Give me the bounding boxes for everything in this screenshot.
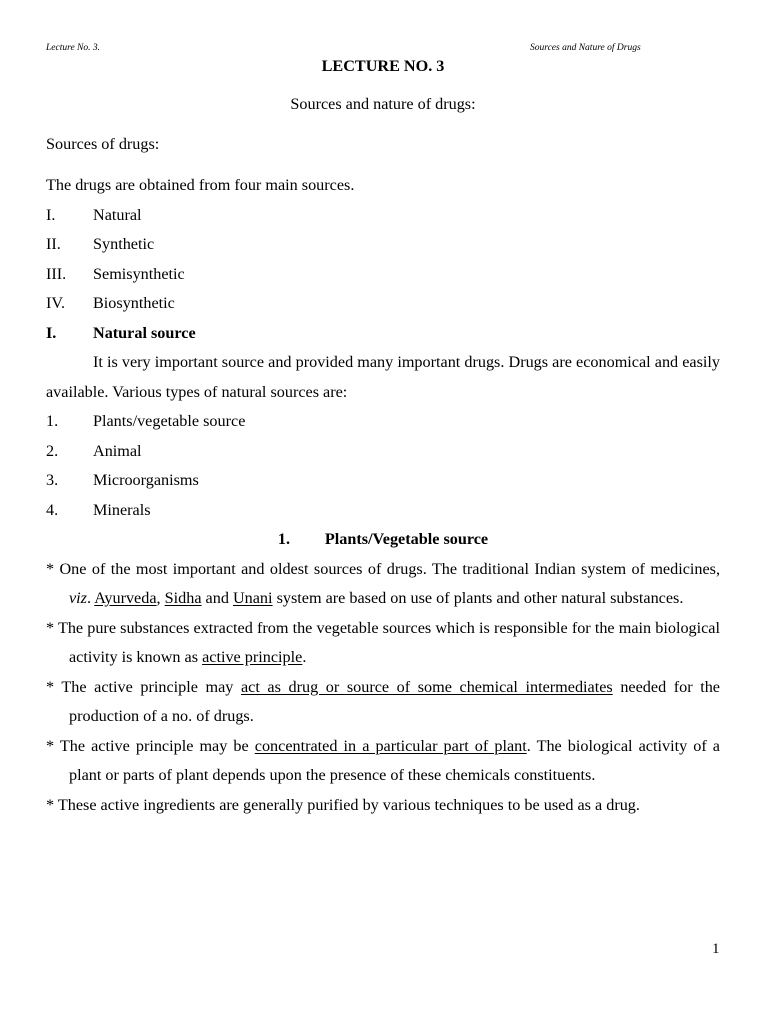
list-number: IV. [46,294,66,312]
section-title: Natural source [93,323,196,342]
bullet-point-3: * The active principle may act as drug or source of some chemical intermediates needed for the production of a no. of drugs. [46,677,720,725]
lecture-subtitle: Sources and nature of drugs: [290,95,476,113]
list-label: Minerals [93,500,151,519]
list-item [46,289,720,319]
list-item [46,201,720,231]
list-item [46,466,720,496]
intro-text: The drugs are obtained from four main sources. [46,176,355,194]
lecture-title: LECTURE NO. 3 [321,57,445,75]
list-label: Synthetic [93,235,155,253]
list-item [46,437,720,467]
running-header-left: Lecture No. 3. [46,43,101,53]
main-sources-list [46,201,720,319]
natural-source-heading [46,319,720,349]
page-body [46,54,720,820]
bullet-point-1: * One of the most important and oldest sources of drugs. The traditional Indian system of medicines, viz. Ayurveda, Sidha and Unani system are based on use of plants and other natural substances. [46,559,720,607]
list-number: 4. [46,500,59,519]
plants-section-heading [46,525,720,555]
natural-source-paragraph: It is very important source and provided many important drugs. Drugs are economical and easily available. Various types of natural sources are: [46,353,720,401]
bullet-point-4: * The active principle may be concentrated in a particular part of plant. The biological activity of a plant or parts of plant depends upon the presence of these chemicals constituents. [46,736,720,784]
list-number: II. [46,235,61,253]
list-number: 2. [46,441,59,460]
list-number: III. [46,264,67,283]
section-number: I. [46,323,57,342]
sources-heading: Sources of drugs: [46,134,160,153]
list-item [46,230,720,260]
natural-types-list [46,407,720,525]
list-label: Semisynthetic [93,264,185,283]
section-number: 1. [277,530,291,548]
list-label: Biosynthetic [93,294,175,312]
list-label: Microorganisms [93,471,199,489]
list-label: Natural [93,205,142,224]
spacer [46,159,720,171]
bullet-point-5: * These active ingredients are generally purified by various techniques to be used as a drug. [46,795,640,814]
list-item [46,496,720,526]
list-number: 3. [46,471,59,489]
page-number: 1 [712,941,720,957]
list-number: 1. [46,412,59,430]
list-label: Plants/vegetable source [93,412,246,430]
list-label: Animal [93,441,142,460]
running-header-right: Sources and Nature of Drugs [530,43,641,53]
section-title: Plants/Vegetable source [324,530,489,548]
bullet-point-2: * The pure substances extracted from the vegetable sources which is responsible for the main biological activity is known as active principle. [46,618,720,666]
list-item [46,260,720,290]
list-number: I. [46,205,56,224]
list-item [46,407,720,437]
